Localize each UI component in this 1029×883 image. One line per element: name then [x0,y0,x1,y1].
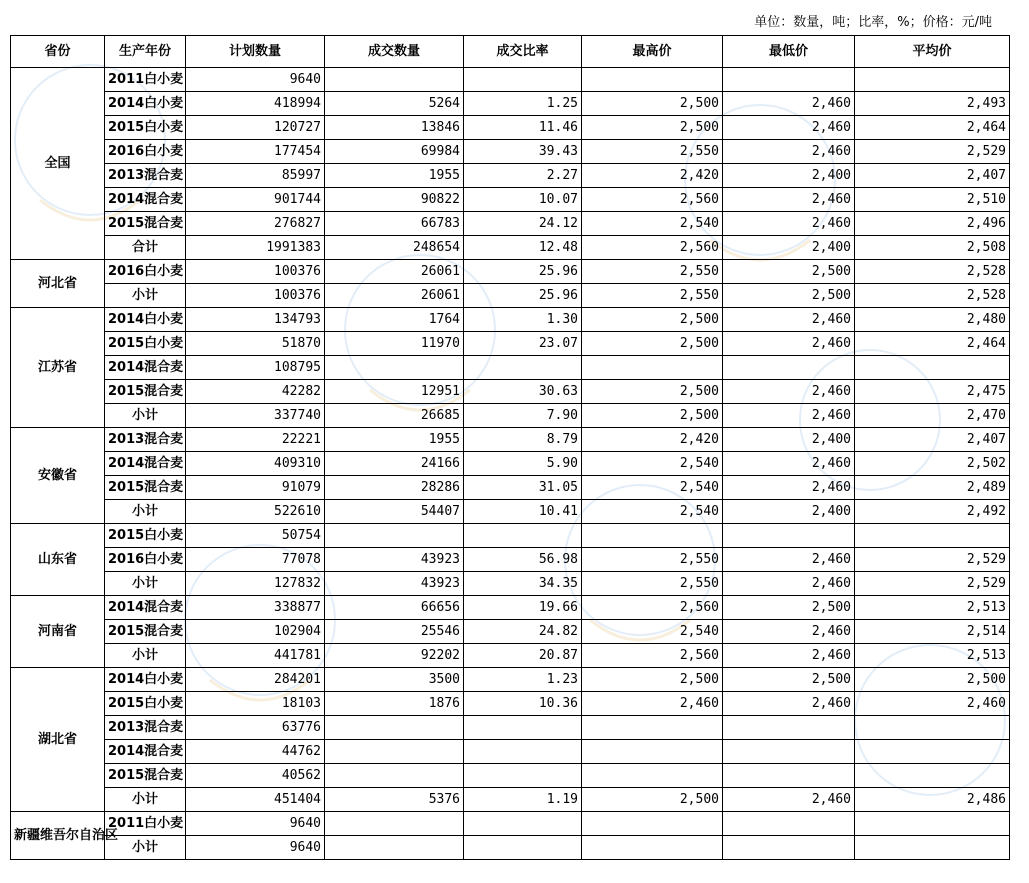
avg-price-cell: 2,407 [855,428,1010,452]
deal-cell: 11970 [325,332,464,356]
min-price-cell: 2,460 [723,620,855,644]
year-cell: 2015混合麦 [105,380,186,404]
rate-cell: 11.46 [464,116,582,140]
min-price-cell: 2,460 [723,188,855,212]
plan-cell: 418994 [186,92,325,116]
max-price-cell: 2,550 [582,284,723,308]
plan-cell: 40562 [186,764,325,788]
deal-cell: 12951 [325,380,464,404]
deal-cell: 1955 [325,428,464,452]
deal-cell: 43923 [325,548,464,572]
avg-price-cell [855,356,1010,380]
min-price-cell: 2,400 [723,428,855,452]
rate-cell: 25.96 [464,260,582,284]
plan-cell: 100376 [186,284,325,308]
avg-price-cell: 2,493 [855,92,1010,116]
max-price-cell: 2,500 [582,308,723,332]
plan-cell: 51870 [186,332,325,356]
deal-cell: 3500 [325,668,464,692]
header-min-price: 最低价 [723,36,855,68]
province-cell: 江苏省 [11,308,105,428]
header-rate: 成交比率 [464,36,582,68]
plan-cell: 44762 [186,740,325,764]
deal-cell: 248654 [325,236,464,260]
header-avg-price: 平均价 [855,36,1010,68]
table-row [11,476,1010,500]
year-cell: 2015白小麦 [105,692,186,716]
table-row [11,644,1010,668]
plan-cell: 177454 [186,140,325,164]
rate-cell: 24.12 [464,212,582,236]
max-price-cell [582,836,723,860]
rate-cell: 1.19 [464,788,582,812]
min-price-cell [723,68,855,92]
min-price-cell: 2,500 [723,668,855,692]
deal-cell: 26061 [325,260,464,284]
max-price-cell [582,812,723,836]
min-price-cell [723,812,855,836]
max-price-cell: 2,540 [582,476,723,500]
rate-cell [464,812,582,836]
avg-price-cell: 2,528 [855,260,1010,284]
max-price-cell: 2,540 [582,620,723,644]
rate-cell [464,68,582,92]
rate-cell: 34.35 [464,572,582,596]
min-price-cell: 2,460 [723,644,855,668]
min-price-cell: 2,460 [723,476,855,500]
max-price-cell: 2,500 [582,116,723,140]
plan-cell: 1991383 [186,236,325,260]
rate-cell: 10.41 [464,500,582,524]
deal-cell [325,68,464,92]
deal-cell: 5376 [325,788,464,812]
min-price-cell: 2,500 [723,284,855,308]
deal-cell: 26685 [325,404,464,428]
plan-cell: 91079 [186,476,325,500]
rate-cell: 7.90 [464,404,582,428]
min-price-cell [723,524,855,548]
table-row [11,308,1010,332]
max-price-cell: 2,540 [582,500,723,524]
deal-cell [325,836,464,860]
year-cell: 2014白小麦 [105,308,186,332]
year-cell: 2015白小麦 [105,332,186,356]
table-row [11,164,1010,188]
rate-cell: 1.30 [464,308,582,332]
max-price-cell [582,68,723,92]
plan-cell: 108795 [186,356,325,380]
subtotal-label-cell: 小计 [105,284,186,308]
deal-cell: 90822 [325,188,464,212]
avg-price-cell: 2,460 [855,692,1010,716]
table-row [11,788,1010,812]
rate-cell [464,764,582,788]
header-row [11,36,1010,68]
table-row [11,764,1010,788]
max-price-cell: 2,550 [582,572,723,596]
year-cell: 2013混合麦 [105,716,186,740]
province-cell: 新疆维吾尔自治区 [11,812,105,860]
avg-price-cell [855,716,1010,740]
avg-price-cell: 2,529 [855,572,1010,596]
avg-price-cell: 2,496 [855,212,1010,236]
min-price-cell: 2,460 [723,572,855,596]
header-province: 省份 [11,36,105,68]
max-price-cell: 2,550 [582,260,723,284]
plan-cell: 9640 [186,812,325,836]
deal-cell: 13846 [325,116,464,140]
year-cell: 2016白小麦 [105,548,186,572]
rate-cell: 39.43 [464,140,582,164]
plan-cell: 42282 [186,380,325,404]
min-price-cell: 2,460 [723,116,855,140]
rate-cell: 1.23 [464,668,582,692]
rate-cell [464,716,582,740]
subtotal-label-cell: 小计 [105,644,186,668]
deal-cell: 26061 [325,284,464,308]
avg-price-cell [855,524,1010,548]
avg-price-cell: 2,500 [855,668,1010,692]
max-price-cell: 2,540 [582,452,723,476]
year-cell: 2015混合麦 [105,476,186,500]
avg-price-cell [855,740,1010,764]
year-cell: 2011白小麦 [105,68,186,92]
max-price-cell: 2,500 [582,668,723,692]
avg-price-cell: 2,464 [855,116,1010,140]
year-cell: 2015白小麦 [105,524,186,548]
plan-cell: 338877 [186,596,325,620]
plan-cell: 85997 [186,164,325,188]
table-row [11,404,1010,428]
rate-cell [464,740,582,764]
table-row [11,284,1010,308]
min-price-cell [723,740,855,764]
year-cell: 2013混合麦 [105,428,186,452]
rate-cell: 25.96 [464,284,582,308]
min-price-cell [723,836,855,860]
plan-cell: 22221 [186,428,325,452]
rate-cell: 1.25 [464,92,582,116]
subtotal-label-cell: 小计 [105,836,186,860]
avg-price-cell: 2,528 [855,284,1010,308]
year-cell: 2015混合麦 [105,212,186,236]
plan-cell: 276827 [186,212,325,236]
deal-cell: 54407 [325,500,464,524]
max-price-cell [582,524,723,548]
year-cell: 2011白小麦 [105,812,186,836]
min-price-cell: 2,500 [723,596,855,620]
max-price-cell: 2,550 [582,140,723,164]
subtotal-label-cell: 小计 [105,404,186,428]
plan-cell: 522610 [186,500,325,524]
table-row [11,188,1010,212]
avg-price-cell: 2,513 [855,596,1010,620]
header-max-price: 最高价 [582,36,723,68]
deal-cell: 25546 [325,620,464,644]
deal-cell [325,356,464,380]
deal-cell: 1876 [325,692,464,716]
table-row [11,620,1010,644]
table-row [11,236,1010,260]
table-row [11,452,1010,476]
avg-price-cell: 2,492 [855,500,1010,524]
subtotal-label-cell: 小计 [105,572,186,596]
avg-price-cell: 2,514 [855,620,1010,644]
max-price-cell: 2,500 [582,92,723,116]
table-body [11,68,1010,860]
max-price-cell [582,356,723,380]
avg-price-cell: 2,529 [855,140,1010,164]
plan-cell: 441781 [186,644,325,668]
table-row [11,116,1010,140]
min-price-cell: 2,400 [723,164,855,188]
deal-cell [325,812,464,836]
auction-results-table [10,35,1010,860]
plan-cell: 127832 [186,572,325,596]
deal-cell [325,740,464,764]
deal-cell: 66783 [325,212,464,236]
rate-cell [464,524,582,548]
max-price-cell [582,740,723,764]
max-price-cell: 2,540 [582,212,723,236]
table-row [11,524,1010,548]
rate-cell [464,836,582,860]
table-row [11,692,1010,716]
min-price-cell: 2,460 [723,452,855,476]
avg-price-cell: 2,489 [855,476,1010,500]
min-price-cell: 2,460 [723,692,855,716]
year-cell: 2016白小麦 [105,260,186,284]
subtotal-label-cell: 合计 [105,236,186,260]
avg-price-cell: 2,407 [855,164,1010,188]
avg-price-cell [855,68,1010,92]
min-price-cell: 2,460 [723,212,855,236]
table-row [11,500,1010,524]
year-cell: 2014混合麦 [105,188,186,212]
province-cell: 湖北省 [11,668,105,812]
plan-cell: 337740 [186,404,325,428]
table-row [11,836,1010,860]
plan-cell: 50754 [186,524,325,548]
avg-price-cell [855,836,1010,860]
max-price-cell: 2,560 [582,596,723,620]
plan-cell: 120727 [186,116,325,140]
table-row [11,68,1010,92]
rate-cell [464,356,582,380]
header-plan: 计划数量 [186,36,325,68]
rate-cell: 12.48 [464,236,582,260]
plan-cell: 18103 [186,692,325,716]
min-price-cell: 2,460 [723,380,855,404]
min-price-cell: 2,460 [723,788,855,812]
deal-cell: 66656 [325,596,464,620]
plan-cell: 451404 [186,788,325,812]
year-cell: 2014白小麦 [105,92,186,116]
province-cell: 河南省 [11,596,105,668]
table-row [11,596,1010,620]
year-cell: 2014混合麦 [105,356,186,380]
table-row [11,548,1010,572]
avg-price-cell: 2,510 [855,188,1010,212]
deal-cell: 43923 [325,572,464,596]
year-cell: 2014混合麦 [105,740,186,764]
plan-cell: 9640 [186,836,325,860]
avg-price-cell: 2,502 [855,452,1010,476]
deal-cell: 24166 [325,452,464,476]
max-price-cell: 2,500 [582,332,723,356]
avg-price-cell: 2,486 [855,788,1010,812]
province-cell: 全国 [11,68,105,260]
plan-cell: 9640 [186,68,325,92]
year-cell: 2015混合麦 [105,764,186,788]
min-price-cell: 2,460 [723,92,855,116]
min-price-cell: 2,460 [723,548,855,572]
deal-cell [325,524,464,548]
rate-cell: 23.07 [464,332,582,356]
min-price-cell [723,764,855,788]
min-price-cell: 2,460 [723,308,855,332]
rate-cell: 24.82 [464,620,582,644]
table-row [11,428,1010,452]
avg-price-cell [855,812,1010,836]
min-price-cell [723,716,855,740]
max-price-cell: 2,500 [582,380,723,404]
province-cell: 河北省 [11,260,105,308]
unit-note: 单位：数量，吨；比率，%；价格：元/吨 [754,15,992,30]
deal-cell [325,764,464,788]
table-row [11,380,1010,404]
year-cell: 2014混合麦 [105,596,186,620]
avg-price-cell: 2,475 [855,380,1010,404]
year-cell: 2015白小麦 [105,116,186,140]
rate-cell: 56.98 [464,548,582,572]
avg-price-cell [855,764,1010,788]
rate-cell: 5.90 [464,452,582,476]
table-row [11,260,1010,284]
max-price-cell [582,764,723,788]
max-price-cell: 2,500 [582,404,723,428]
max-price-cell: 2,460 [582,692,723,716]
min-price-cell: 2,460 [723,140,855,164]
deal-cell: 1955 [325,164,464,188]
plan-cell: 409310 [186,452,325,476]
plan-cell: 100376 [186,260,325,284]
table-row [11,140,1010,164]
table-row [11,572,1010,596]
avg-price-cell: 2,508 [855,236,1010,260]
max-price-cell: 2,500 [582,788,723,812]
table-row [11,92,1010,116]
table-row [11,740,1010,764]
rate-cell: 19.66 [464,596,582,620]
plan-cell: 77078 [186,548,325,572]
plan-cell: 901744 [186,188,325,212]
max-price-cell: 2,550 [582,548,723,572]
plan-cell: 102904 [186,620,325,644]
max-price-cell: 2,560 [582,644,723,668]
min-price-cell: 2,400 [723,500,855,524]
rate-cell: 2.27 [464,164,582,188]
rate-cell: 20.87 [464,644,582,668]
deal-cell [325,716,464,740]
min-price-cell: 2,500 [723,260,855,284]
deal-cell: 5264 [325,92,464,116]
deal-cell: 92202 [325,644,464,668]
year-cell: 2016白小麦 [105,140,186,164]
deal-cell: 1764 [325,308,464,332]
deal-cell: 28286 [325,476,464,500]
plan-cell: 134793 [186,308,325,332]
max-price-cell: 2,560 [582,236,723,260]
avg-price-cell: 2,480 [855,308,1010,332]
deal-cell: 69984 [325,140,464,164]
avg-price-cell: 2,513 [855,644,1010,668]
province-cell: 安徽省 [11,428,105,524]
max-price-cell: 2,420 [582,428,723,452]
min-price-cell: 2,400 [723,236,855,260]
subtotal-label-cell: 小计 [105,500,186,524]
rate-cell: 8.79 [464,428,582,452]
year-cell: 2014混合麦 [105,452,186,476]
max-price-cell [582,716,723,740]
subtotal-label-cell: 小计 [105,788,186,812]
year-cell: 2014白小麦 [105,668,186,692]
min-price-cell: 2,460 [723,404,855,428]
avg-price-cell: 2,464 [855,332,1010,356]
plan-cell: 63776 [186,716,325,740]
rate-cell: 30.63 [464,380,582,404]
year-cell: 2015混合麦 [105,620,186,644]
table-row [11,356,1010,380]
table-row [11,332,1010,356]
table-row [11,668,1010,692]
max-price-cell: 2,420 [582,164,723,188]
table-row [11,212,1010,236]
rate-cell: 31.05 [464,476,582,500]
avg-price-cell: 2,529 [855,548,1010,572]
avg-price-cell: 2,470 [855,404,1010,428]
table-row [11,716,1010,740]
min-price-cell [723,356,855,380]
header-deal: 成交数量 [325,36,464,68]
table-row [11,812,1010,836]
rate-cell: 10.07 [464,188,582,212]
province-cell: 山东省 [11,524,105,596]
year-cell: 2013混合麦 [105,164,186,188]
plan-cell: 284201 [186,668,325,692]
rate-cell: 10.36 [464,692,582,716]
max-price-cell: 2,560 [582,188,723,212]
min-price-cell: 2,460 [723,332,855,356]
header-year: 生产年份 [105,36,186,68]
